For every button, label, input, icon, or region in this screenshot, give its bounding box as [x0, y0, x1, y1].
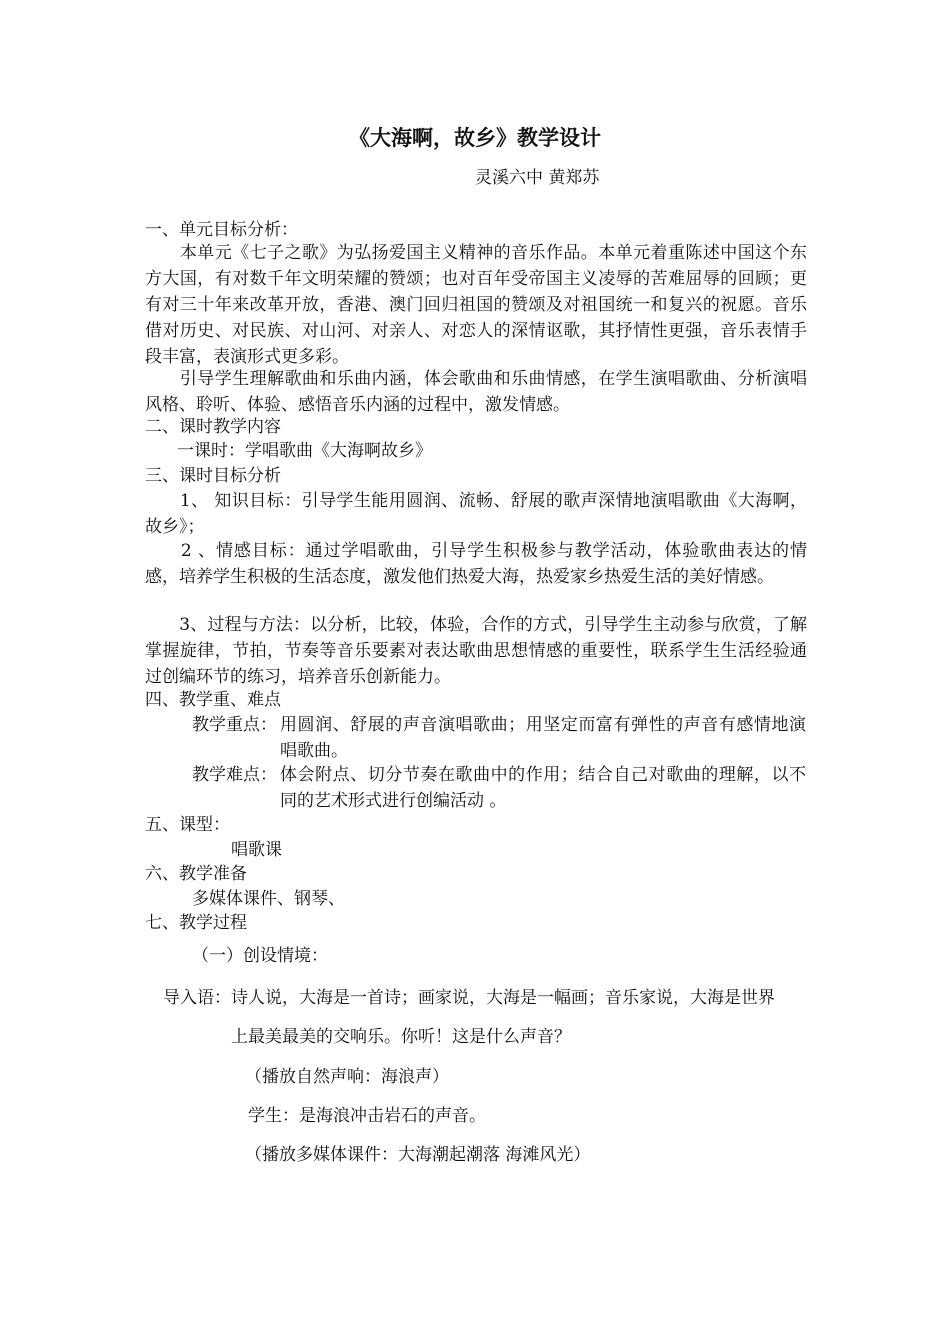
- lesson-content-line: 一课时：学唱歌曲《大海啊故乡》: [177, 441, 432, 461]
- goal-emotion: 2 、情感目标：通过学唱歌曲，引导学生积极参与教学活动，体验歌曲表达的情感，培养学生积极的生活态度，激发他们热爱大海，热爱家乡热爱生活的美好情感。: [145, 541, 807, 587]
- paragraph-unit-goal-2: 引导学生理解歌曲和乐曲内涵，体会歌曲和乐曲情感，在学生演唱歌曲、分析演唱风格、聆听、体验、感悟音乐内涵的过程中，激发情感。: [145, 369, 807, 415]
- author-line: 灵溪六中 黄郑苏: [475, 168, 600, 188]
- section-heading-5: 五、课型：: [145, 815, 230, 835]
- page-title: 《大海啊，故乡》教学设计: [349, 126, 601, 150]
- goal-knowledge: 1、 知识目标：引导学生能用圆润、流畅、舒展的歌声深情地演唱歌曲《大海啊，故乡》；: [145, 491, 807, 537]
- process-line-3: （播放多媒体课件：大海潮起潮落 海滩风光）: [245, 1145, 591, 1165]
- section-heading-6: 六、教学准备: [145, 864, 247, 884]
- difficult-point-text: 体会附点、切分节奏在歌曲中的作用；结合自己对歌曲的理解，以不同的艺术形式进行创编活动 。: [280, 765, 806, 811]
- section-heading-2: 二、课时教学内容: [145, 417, 281, 437]
- process-line-1: （播放自然声响：海浪声）: [245, 1067, 449, 1087]
- intro-line-2: 上最美最美的交响乐。你听！这是什么声音？: [231, 1027, 571, 1047]
- section-heading-7: 七、教学过程: [145, 913, 247, 933]
- lesson-type: 唱歌课: [231, 840, 282, 860]
- subheading-scenario: （一）创设情境：: [192, 946, 328, 966]
- preparation-line: 多媒体课件、钢琴、: [192, 889, 345, 909]
- process-line-2: 学生：是海浪冲击岩石的声音。: [248, 1106, 486, 1126]
- section-heading-1: 一、单元目标分析：: [145, 220, 298, 240]
- section-heading-4: 四、教学重、难点: [145, 690, 281, 710]
- intro-line-1: 导入语：诗人说，大海是一首诗；画家说，大海是一幅画；音乐家说，大海是世界: [163, 988, 775, 1008]
- key-point-label: 教学重点：: [192, 715, 277, 735]
- goal-process: 3、过程与方法：以分析，比较，体验，合作的方式，引导学生主动参与欣赏，了解掌握旋律，节拍，节奏等音乐要素对表达歌曲思想情感的重要性，联系学生生活经验通过创编环节的练习，培养音乐创新能力。: [145, 615, 807, 687]
- section-heading-3: 三、课时目标分析: [145, 466, 281, 486]
- paragraph-unit-goal-1: 本单元《七子之歌》为弘扬爱国主义精神的音乐作品。本单元着重陈述中国这个东方大国，有对数千年文明荣耀的赞颂；也对百年受帝国主义凌辱的苦难屈辱的回顾；更有对三十年来改革开放，香港、澳门回归祖国的赞颂及对祖国统一和复兴的祝愿。音乐借对历史、对民族、对山河、对亲人、对恋人的深情讴歌，其抒情性更强，音乐表情手段丰富，表演形式更多彩。: [145, 243, 807, 367]
- key-point-text: 用圆润、舒展的声音演唱歌曲；用坚定而富有弹性的声音有感情地演唱歌曲。: [280, 715, 806, 761]
- difficult-point-label: 教学难点：: [192, 765, 277, 785]
